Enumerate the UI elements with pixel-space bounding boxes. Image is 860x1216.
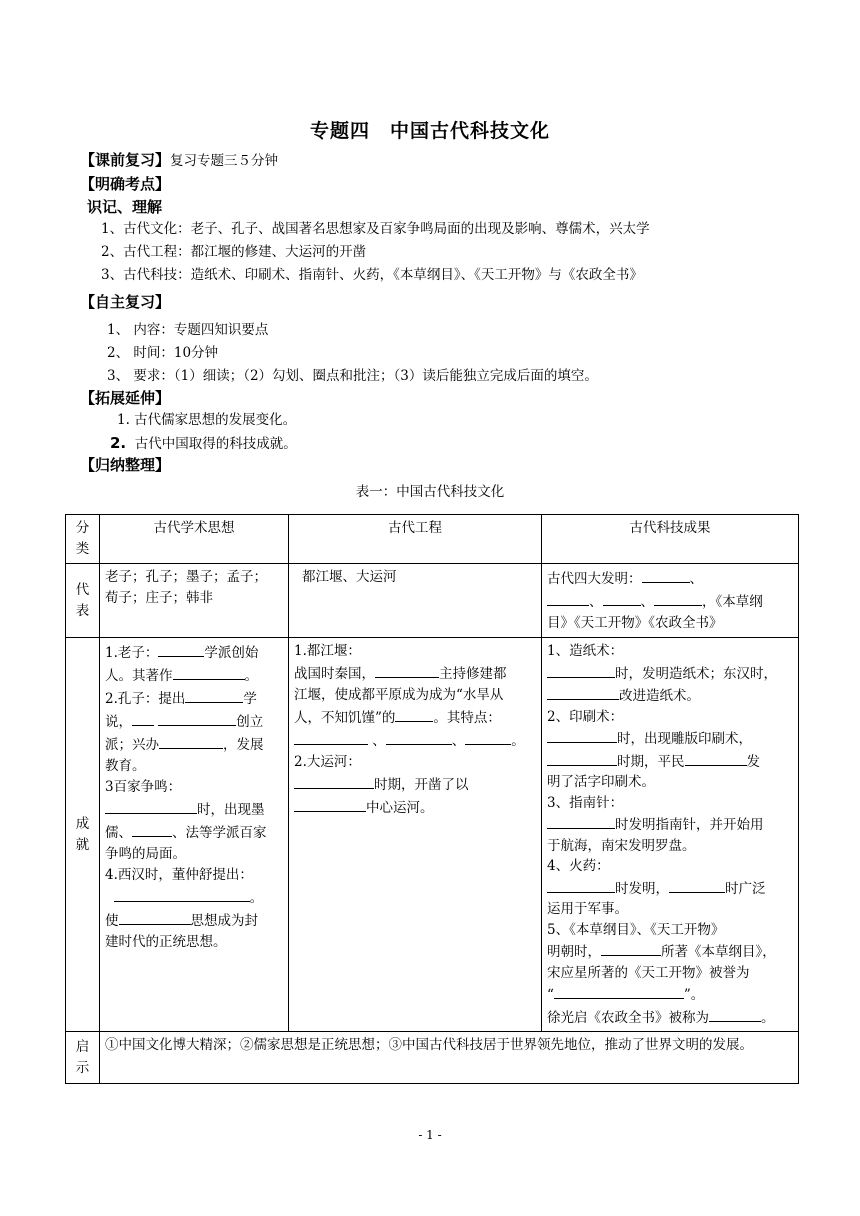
ach-eng-line: 2.大运河： [294,754,361,770]
ach-thought-line [105,733,283,756]
blank[interactable] [709,1006,761,1022]
extend-item-2-text: 古代中国取得的科技成就。 [134,436,297,452]
text: 。 [249,890,264,906]
ach-thought-line: 4.西汉时，董仲舒提出： [105,867,253,883]
rep-science-line-1: 古代四大发明： 、 [547,567,793,590]
text: 学派创始 [204,645,259,661]
ach-thought-line: 3百家争鸣： [105,779,182,795]
text: 人，不知饥馑”的 [294,710,396,726]
ach-thought-line: 争鸣的局面。 [105,846,186,862]
text: 、法等学派百家 [172,825,267,841]
ach-sci-line: 明了活字印刷术。 [547,774,655,790]
blank[interactable] [547,727,617,743]
ach-eng-line [294,706,536,729]
ach-sci-line: 2、印刷术： [547,708,624,725]
blank[interactable] [114,886,250,902]
blank[interactable] [547,684,619,700]
text: “ [547,987,554,1003]
ach-thought-line [105,798,283,821]
blank[interactable] [685,750,747,766]
text: 时，发明造纸术；东汉时， [615,665,777,682]
text: 战国时秦国， [294,666,375,682]
summary-table [65,514,799,1084]
blank[interactable] [159,733,223,749]
ach-sci-line: 运用于军事。 [547,901,628,917]
ach-eng-line [294,796,536,819]
ach-sci-line [547,877,793,900]
text: 使 [105,913,119,929]
extend-item-1: 1. 古代儒家思想的发展变化。 [117,412,297,428]
ach-sci-line [547,940,793,963]
text: 改进造纸术。 [619,688,700,704]
self-review-3: 3、 要求：（1）细读；（2）勾划、圈点和批注；（3）读后能独立完成后面的填空。 [107,368,598,384]
blank[interactable] [554,983,684,999]
text: 时期，开凿了以 [374,777,469,793]
self-review-1: 1、 内容：专题四知识要点 [107,322,269,338]
text: ，发展 [223,737,264,753]
rep-science-four-inventions: 古代四大发明： [547,571,642,587]
cat-header-char-1: 分 [75,520,90,536]
ach-engineering-cell [289,638,542,1032]
pre-review-line [80,150,278,171]
cat-rep-cell [66,564,100,638]
summary-heading: 【归纳整理】 [80,456,171,474]
blank[interactable] [603,590,641,606]
blank[interactable] [132,821,172,837]
text: 时广泛 [725,880,766,897]
text: 中心运河。 [366,800,434,816]
objective-2: 2、古代工程：都江堰的修建、大运河的开凿 [101,244,367,260]
blank[interactable] [158,641,204,657]
blank[interactable] [642,567,690,583]
text: 思想成为封 [190,913,258,929]
ach-thought-line: 教育。 [105,758,146,774]
ach-sci-line: 5、《本草纲目》、《天工开物》 [547,921,725,938]
rep-thought-line-1: 老子；孔子；墨子；孟子； [105,569,267,585]
extend-item-2 [110,433,297,454]
blank[interactable] [158,710,236,726]
blank[interactable] [294,729,368,745]
blank[interactable] [654,590,702,606]
text: 派；兴办 [105,737,159,753]
rep-science-line-2-tail: ，《本草纲 [702,594,763,610]
ach-thought-line: 建时代的正统思想。 [105,934,227,950]
text: 、 [372,733,386,749]
rep-science-line-2: 、 、 ，《本草纲 [547,590,793,613]
ach-sci-line: 于航海，南宋发明罗盘。 [547,837,696,854]
text: 人。其著作 [105,668,173,684]
blank[interactable] [395,706,433,722]
col-header-thought: 古代学术思想 [100,515,289,564]
blank[interactable] [294,773,374,789]
ach-sci-line [547,983,793,1006]
ach-eng-line [294,773,536,796]
cat-header-char-2: 类 [75,541,90,557]
ach-sci-line [547,662,793,685]
blank[interactable] [132,710,154,726]
blank[interactable] [119,909,191,925]
inspiration-body: ①中国文化博大精深；②儒家思想是正统思想；③中国古代科技居于世界领先地位，推动了世界文明的发展。 [105,1037,753,1053]
cat-rep-char-1: 代 [75,581,90,598]
ach-eng-line: 江堰，使成都平原成为成为“水旱从 [294,687,504,703]
text: 。 [761,1009,775,1026]
cat-header-cell [66,515,100,564]
blank[interactable] [547,813,615,829]
ach-sci-line [547,684,793,707]
cat-ach-cell [66,638,100,1032]
text: 发 [746,753,760,770]
text: 学 [243,691,257,707]
text: 。其特点： [433,710,501,726]
pre-review-text: 复习专题三５分钟 [170,153,279,169]
cat-rep-char-2: 表 [75,602,90,619]
extend-item-2-number: 2. [110,434,127,452]
ach-thought-line [105,821,283,844]
rep-engineering-text: 都江堰、大运河 [302,569,397,585]
cat-insp-cell [66,1032,100,1084]
text: 时，出现墨 [197,802,265,818]
ach-sci-line [547,750,793,773]
blank[interactable] [547,590,589,606]
ach-eng-line [294,662,536,685]
rep-thought-cell [100,564,289,638]
ach-eng-line: 1.都江堰： [294,643,361,659]
text: 儒、 [105,825,132,841]
text: 。 [244,668,258,684]
cat-ach-char-2: 就 [75,836,90,853]
text: 2.孔子：提出 [105,691,186,707]
cat-insp-char-1: 启 [75,1038,90,1055]
blank[interactable] [386,729,452,745]
ach-thought-line [105,886,283,909]
page-number: - 1 - [418,1128,442,1142]
table-row-achievements [66,638,799,1032]
recall-heading: 识记、理解 [87,198,163,216]
objective-3: 3、古代科技：造纸术、印刷术、指南针、火药，《本草纲目》、《天工开物》与《农政全书》 [101,267,643,283]
text: 主持修建都 [439,666,507,682]
ach-sci-line: 3、指南针： [547,794,624,811]
blank[interactable] [601,940,661,956]
text: 创立 [236,714,264,730]
inspiration-text [100,1032,799,1084]
text: 明朝时， [547,944,601,960]
ach-thought-line [105,664,283,687]
cat-insp-char-2: 示 [75,1059,90,1076]
blank[interactable] [465,729,511,745]
text: 。 [511,733,525,749]
ach-thought-cell [100,638,289,1032]
ach-science-cell [542,638,799,1032]
blank[interactable] [173,664,245,680]
ach-sci-line: 4、火药： [547,858,610,874]
ach-eng-line [294,729,536,752]
table-caption: 表一：中国古代科技文化 [355,484,505,500]
col-header-engineering: 古代工程 [289,515,542,564]
objective-1: 1、古代文化：老子、孔子、战国著名思想家及百家争鸣局面的出现及影响、尊儒术，兴太学 [101,221,650,237]
self-review-heading: 【自主复习】 [80,293,171,311]
ach-thought-line [105,710,283,733]
blank[interactable] [294,796,366,812]
table-row-header [66,515,799,564]
text: 时发明指南针，并开始用 [615,817,764,833]
text: 徐光启《农政全书》被称为 [547,1009,709,1026]
text: 所著《本草纲目》， [661,944,776,960]
text: ”。 [683,987,705,1003]
blank[interactable] [105,798,197,814]
ach-sci-line [547,1006,793,1029]
blank[interactable] [669,877,725,893]
ach-sci-line [547,813,793,836]
ach-thought-line [105,687,283,710]
ach-thought-line [105,909,283,932]
col-header-science: 古代科技成果 [542,515,799,564]
rep-science-line-3: 目》《天工开物》《农政全书》 [547,615,723,631]
text: 时发明， [615,880,669,897]
text: 时期，平民 [617,753,685,770]
text: 说， [105,714,132,730]
extend-heading: 【拓展延伸】 [80,389,171,407]
pre-review-heading: 【课前复习】 [80,151,171,169]
rep-science-cell [542,564,799,638]
page-title: 专题四 中国古代科技文化 [309,120,550,142]
blank[interactable] [185,687,243,703]
text: 时，出现雕版印刷术， [617,731,752,747]
blank[interactable] [547,662,615,678]
blank[interactable] [547,877,615,893]
cat-ach-char-1: 成 [75,815,90,832]
ach-sci-line [547,727,793,750]
text: 、 [451,733,466,749]
objectives-heading: 【明确考点】 [80,175,171,193]
table-row-inspiration [66,1032,799,1084]
text: 1.老子： [105,645,159,661]
blank[interactable] [375,662,439,678]
ach-sci-line: 宋应星所著的《天工开物》被誉为 [547,964,750,981]
blank[interactable] [547,750,617,766]
rep-thought-line-2: 荀子；庄子；韩非 [105,590,213,606]
rep-engineering-cell [289,564,542,638]
self-review-2: 2、 时间：10分钟 [107,345,219,361]
ach-thought-line [105,641,283,664]
ach-sci-line: 1、造纸术： [547,643,624,659]
table-row-representative [66,564,799,638]
